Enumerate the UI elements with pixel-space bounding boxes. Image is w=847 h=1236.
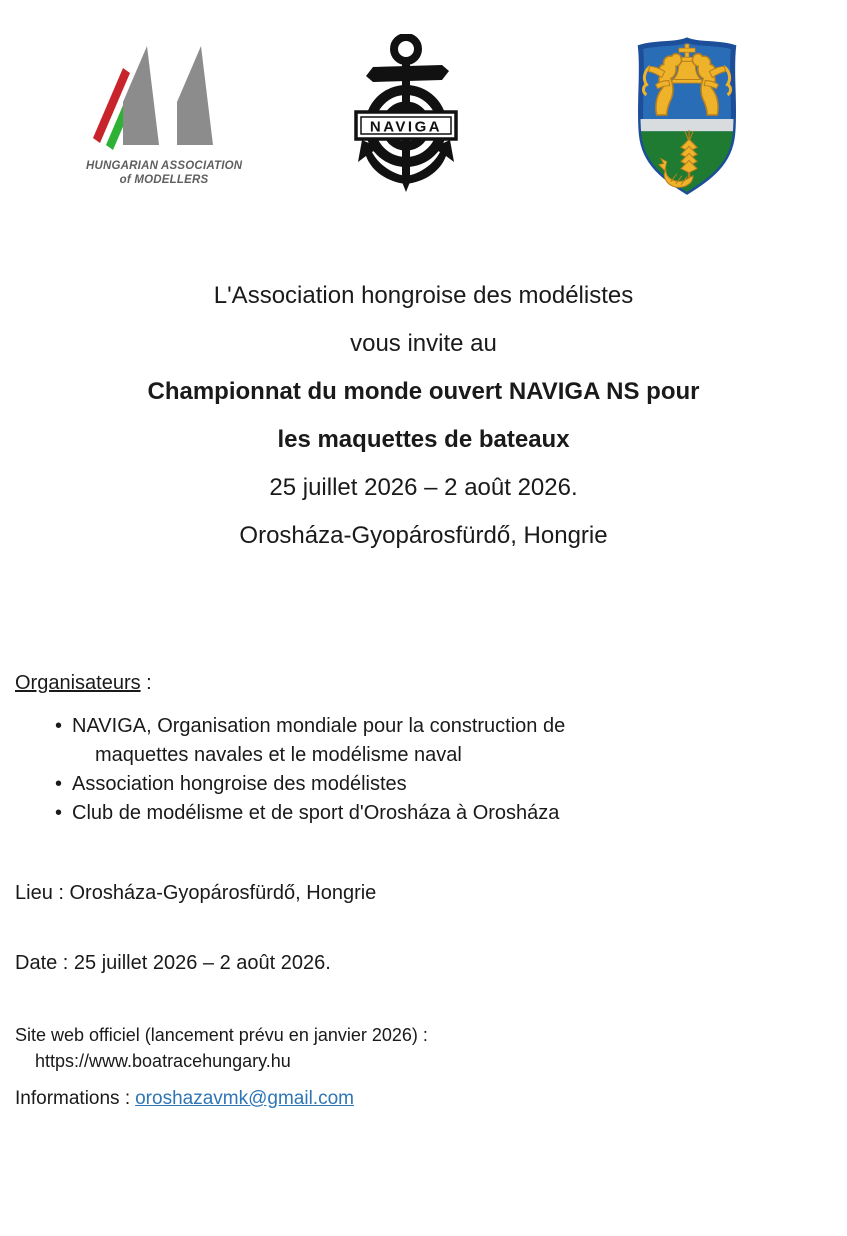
anchor-icon: [350, 34, 462, 198]
details-block: [15, 670, 827, 1112]
invitation-title-line: Championnat du monde ouvert NAVIGA NS pour: [147, 378, 700, 405]
organizers-heading-colon: :: [140, 672, 152, 694]
oroshaza-coat-of-arms: [626, 34, 748, 205]
email-link[interactable]: oroshazavmk@gmail.com: [135, 1088, 354, 1109]
invitation-date-line: 25 juillet 2026 – 2 août 2026.: [269, 474, 578, 501]
naviga-logo: [350, 34, 462, 203]
informations-line: [15, 1086, 827, 1112]
website-label: Site web officiel (lancement prévu en janvier 2026) :: [15, 1025, 428, 1045]
invitation-line: L'Association hongroise des modélistes: [213, 282, 634, 309]
organizer-item-text: NAVIGA, Organisation mondiale pour la construction de: [72, 715, 566, 737]
bullet-icon: •: [55, 715, 63, 737]
list-item: [15, 770, 827, 799]
hungarian-association-logo: [86, 44, 242, 187]
list-item: [15, 799, 827, 828]
naviga-banner-label: NAVIGA: [369, 118, 443, 136]
organizer-item-text: Association hongroise des modélistes: [72, 773, 407, 795]
website-url: https://www.boatracehungary.hu: [35, 1051, 291, 1071]
website-lines: [15, 1022, 827, 1074]
coat-of-arms-icon: [626, 34, 748, 200]
organizers-list: [15, 712, 827, 828]
date-line: Date : 25 juillet 2026 – 2 août 2026.: [15, 952, 331, 974]
organizer-item-text: Club de modélisme et de sport d'Orosháza à Orosháza: [72, 802, 560, 824]
organizers-heading-word: Organisateurs: [15, 672, 141, 694]
organizers-heading: [15, 670, 827, 696]
sails-icon: [89, 44, 239, 152]
list-item: [15, 712, 827, 770]
location-line: Lieu : Orosháza-Gyopárosfürdő, Hongrie: [15, 882, 377, 904]
ham-logo-text-line2: of MODELLERS: [119, 174, 209, 186]
invitation-location-line: Orosháza-Gyopárosfürdő, Hongrie: [239, 522, 608, 549]
bullet-icon: •: [55, 802, 63, 824]
invitation-line: vous invite au: [350, 330, 497, 357]
invitation-title-line: les maquettes de bateaux: [277, 426, 570, 453]
invitation-block: [0, 272, 847, 560]
bullet-icon: •: [55, 773, 63, 795]
informations-label: Informations :: [15, 1088, 131, 1109]
organizer-item-text: maquettes navales et le modélisme naval: [95, 744, 462, 766]
ham-logo-text-line1: HUNGARIAN ASSOCIATION: [86, 160, 243, 172]
